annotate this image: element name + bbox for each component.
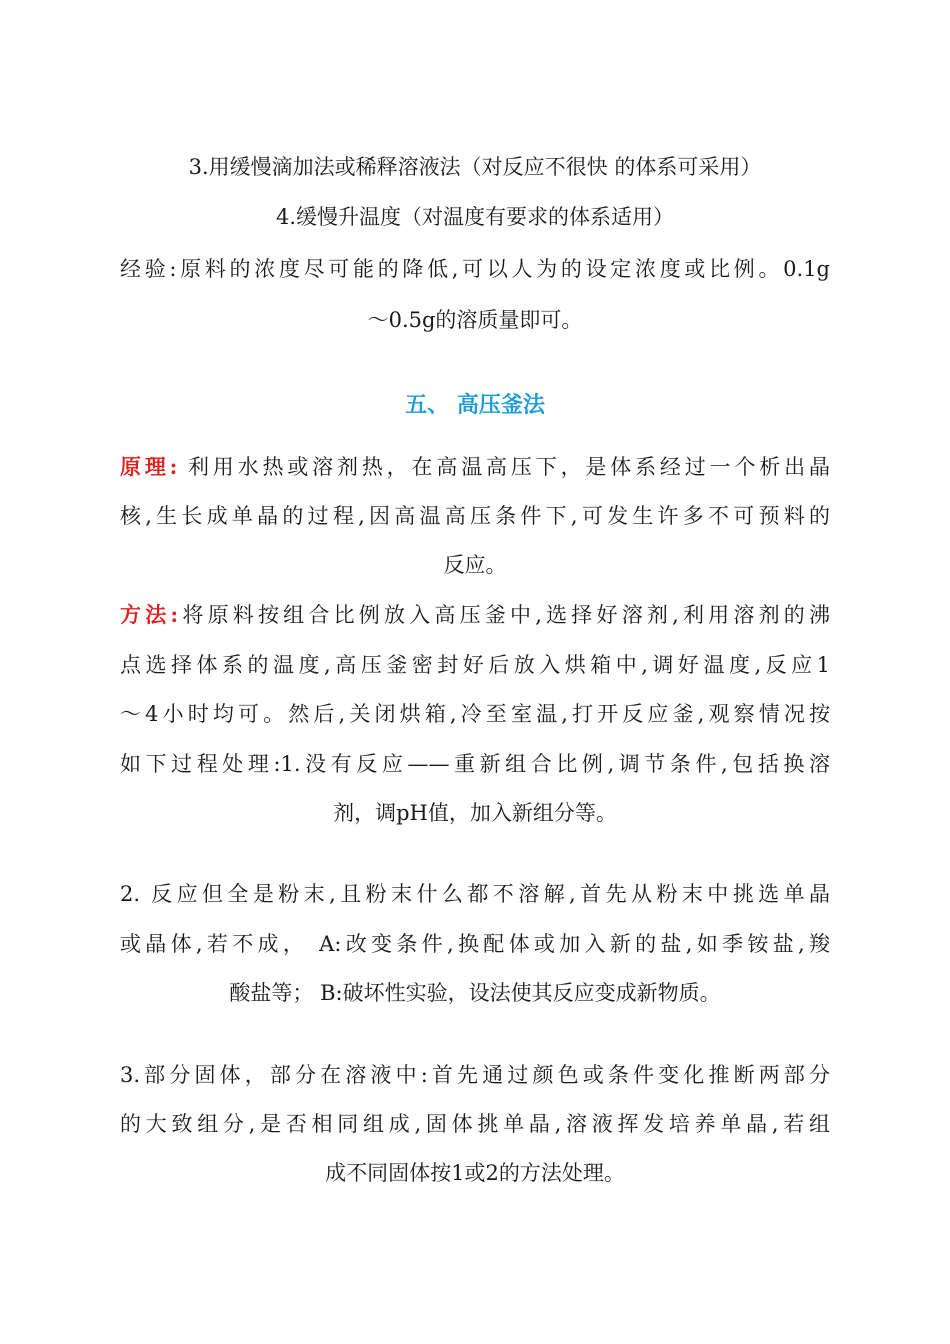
- method-line-2: 点选择体系的温度,高压釜密封好后放入烘箱中,调好温度,反应1: [120, 653, 830, 677]
- method-label: 方法:: [120, 602, 179, 627]
- step-3-text: 3.用缓慢滴加法或稀释溶液法（对反应不很快 的体系可采用）: [188, 155, 762, 179]
- item-2-line-2: 或晶体,若不成， A:改变条件,换配体或加入新的盐,如季铵盐,羧: [120, 932, 830, 956]
- method-line-4: 如下过程处理:1.没有反应——重新组合比例,调节条件,包括换溶: [120, 752, 830, 776]
- principle-line-1: [120, 452, 830, 482]
- principle-label: 原理:: [120, 454, 178, 479]
- item-3-line-1: 3.部分固体，部分在溶液中:首先通过颜色或条件变化推断两部分: [120, 1063, 830, 1087]
- step-4-text: 4.缓慢升温度（对温度有要求的体系适用）: [275, 205, 675, 229]
- item-2-line-3: 酸盐等； B:破坏性实验，设法使其反应变成新物质。: [229, 981, 721, 1005]
- principle-line-2: 核,生长成单晶的过程,因高温高压条件下,可发生许多不可预料的: [120, 504, 830, 528]
- experience-line-1: 经验:原料的浓度尽可能的降低,可以人为的设定浓度或比例。0.1g: [120, 257, 830, 281]
- method-line-5: 剂，调pH值，加入新组分等。: [333, 801, 617, 825]
- section-heading-autoclave: 五、 高压釜法: [405, 393, 545, 418]
- method-line-1: [120, 600, 830, 630]
- principle-text-1: 利用水热或溶剂热，在高温高压下，是体系经过一个析出晶: [177, 455, 830, 479]
- method-text-1: 将原料按组合比例放入高压釜中,选择好溶剂,利用溶剂的沸: [178, 603, 830, 627]
- method-line-3: ～4小时均可。然后,关闭烘箱,冷至室温,打开反应釜,观察情况按: [120, 702, 830, 726]
- item-3-line-3: 成不同固体按1或2的方法处理。: [325, 1161, 625, 1185]
- experience-line-2: ～0.5g的溶质量即可。: [367, 308, 583, 332]
- item-2-line-1: 2. 反应但全是粉末,且粉末什么都不溶解,首先从粉末中挑选单晶: [120, 882, 830, 906]
- principle-line-3: 反应。: [443, 553, 507, 577]
- item-3-line-2: 的大致组分,是否相同组成,固体挑单晶,溶液挥发培养单晶,若组: [120, 1112, 830, 1136]
